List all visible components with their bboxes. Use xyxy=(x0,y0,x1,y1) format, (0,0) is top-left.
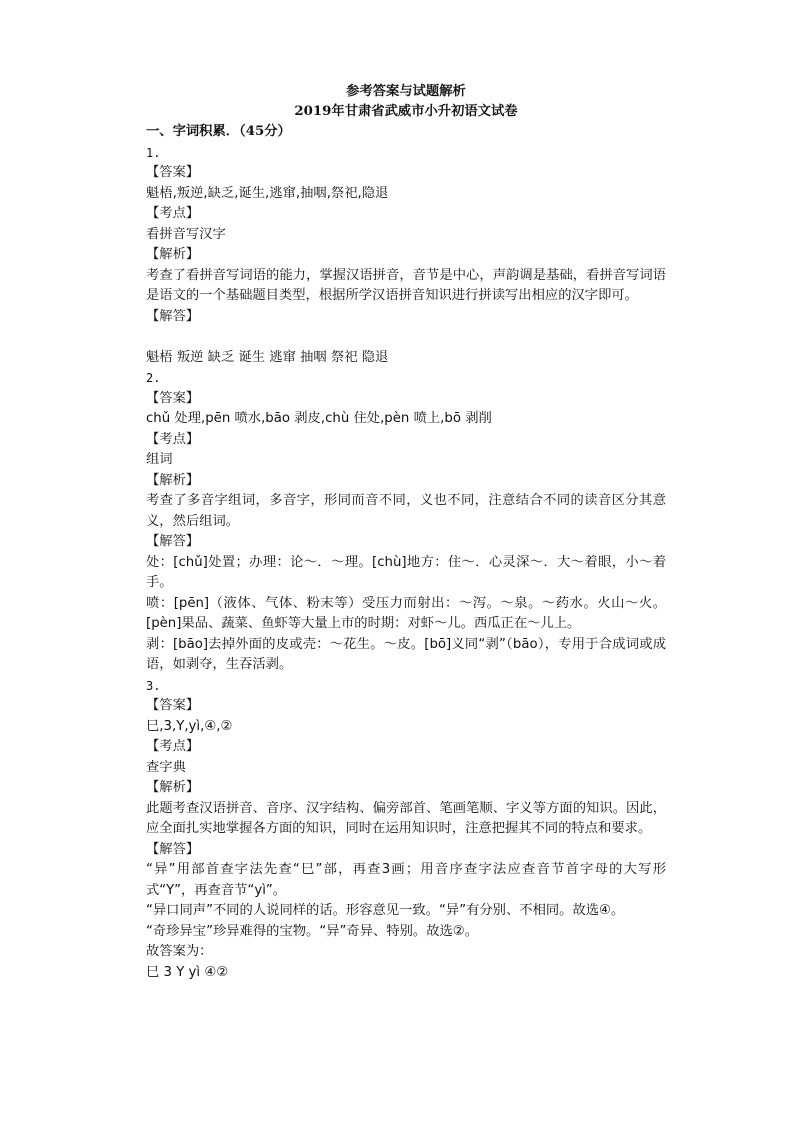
analysis-text: 考查了看拼音写词语的能力，掌握汉语拼音，音节是中心，声韵调是基础，看拼音写词语是语文的一个基础题目类型，根据所学汉语拼音知识进行拼读写出相应的汉字即可。 xyxy=(146,267,666,303)
point-label: 【考点】 xyxy=(146,431,200,447)
point-label: 【考点】 xyxy=(146,206,200,221)
document-page xyxy=(146,82,666,983)
solution-text: “异”用部首查字法先查“巳”部，再查3画；用音序查字法应查音节首字母的大写形式“Y”，再查音节“yì”。 xyxy=(146,862,666,898)
solution-text: 剥：[bāo]去掉外面的皮或壳：～花生。～皮。[bō]义同“剥”（bāo），专用于合成词或成语，如剥夺，生吞活剥。 xyxy=(146,636,666,672)
point-text: 看拼音写汉字 xyxy=(146,226,226,242)
question-number: 3. xyxy=(146,678,161,693)
answer-label: 【答案】 xyxy=(146,165,200,180)
question-number: 1. xyxy=(146,145,161,160)
analysis-text: 此题考查汉语拼音、音序、汉字结构、偏旁部首、笔画笔顺、字义等方面的知识。因此，应全面扎实地掌握各方面的知识，同时在运用知识时，注意把握其不同的特点和要求。 xyxy=(146,800,666,836)
solution-text: 魁梧 叛逆 缺乏 诞生 逃窜 抽咽 祭祀 隐退 xyxy=(146,349,389,365)
section-heading: 一、字词积累．（45分） xyxy=(146,124,291,139)
point-text: 查字典 xyxy=(146,759,186,775)
answer-text: 巳,3,Y,yì,④,② xyxy=(146,718,233,734)
answer-label: 【答案】 xyxy=(146,390,200,406)
answer-text: 魁梧,叛逆,缺乏,诞生,逃窜,抽咽,祭祀,隐退 xyxy=(146,185,389,201)
solution-text: “异口同声”不同的人说同样的话。形容意见一致。“异”有分别、不相同。故选④。 xyxy=(146,903,625,918)
point-text: 组词 xyxy=(146,452,173,467)
answer-text: chǔ 处理,pēn 喷水,bāo 剥皮,chù 住处,pèn 喷上,bō 剥削 xyxy=(146,411,492,426)
solution-label: 【解答】 xyxy=(146,534,200,549)
document-title: 参考答案与试题解析 xyxy=(346,84,466,99)
question-number: 2. xyxy=(146,371,161,385)
final-answer-text: 巳 3 Y yì ④② xyxy=(146,964,229,980)
final-answer-label: 故答案为： xyxy=(146,944,213,959)
solution-text: “奇珍异宝”珍异难得的宝物。“异”奇异、特别。故选②。 xyxy=(146,923,479,939)
blank-line xyxy=(146,327,666,348)
answer-label: 【答案】 xyxy=(146,698,200,713)
point-label: 【考点】 xyxy=(146,739,200,754)
solution-text: 喷：[pēn]（液体、气体、粉末等）受压力而射出：～泻。～泉。～药水。火山～火。[pèn]果品、蔬菜、鱼虾等大量上市的时期：对虾～儿。西瓜正在～儿上。 xyxy=(146,595,666,631)
analysis-label: 【解析】 xyxy=(146,472,200,488)
solution-label: 【解答】 xyxy=(146,308,200,324)
solution-text: 处：[chǔ]处置；办理：论～．～理。[chù]地方：住～．心灵深～．大～着眼，小～着手。 xyxy=(146,554,666,590)
analysis-label: 【解析】 xyxy=(146,780,200,795)
analysis-text: 考查了多音字组词，多音字，形同而音不同，义也不同，注意结合不同的读音区分其意义，然后组词。 xyxy=(146,493,666,529)
analysis-label: 【解析】 xyxy=(146,247,200,262)
solution-label: 【解答】 xyxy=(146,841,200,857)
document-subtitle: 2019年甘肃省武威市小升初语文试卷 xyxy=(294,104,518,119)
